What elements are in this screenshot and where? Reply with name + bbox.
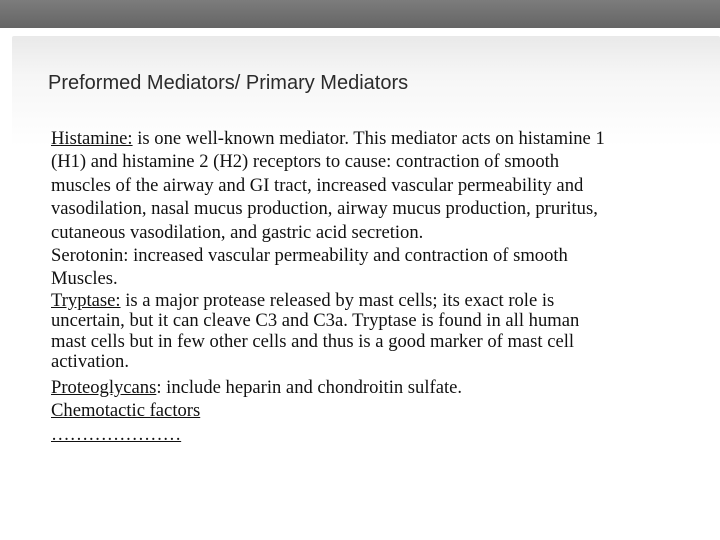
proteoglycans-line: Proteoglycans: include heparin and chondroitin sulfate. <box>51 376 463 398</box>
serotonin-line-2: Muscles. <box>51 268 118 290</box>
slide-title: Preformed Mediators/ Primary Mediators <box>48 72 409 94</box>
top-bar <box>0 0 720 28</box>
histamine-line-1: Histamine: is one well-known mediator. This mediator acts on histamine 1 <box>51 128 605 149</box>
proteoglycans-term: Proteoglycans <box>51 376 157 398</box>
histamine-term: Histamine: <box>51 128 133 149</box>
tryptase-line-4: activation. <box>51 351 129 373</box>
dots-line <box>51 423 691 446</box>
slide-body <box>51 127 691 446</box>
histamine-line-3: muscles of the airway and GI tract, increased vascular permeability and <box>51 174 584 196</box>
histamine-line-4: vasodilation, nasal mucus production, airway mucus production, pruritus, <box>51 198 598 220</box>
tryptase-line-2: uncertain, but it can cleave C3 and C3a. Tryptase is found in all human <box>51 310 580 332</box>
tryptase-line-3: mast cells but in few other cells and thus is a good marker of mast cell <box>51 330 575 352</box>
serotonin-line-1: Serotonin: increased vascular permeability and contraction of smooth <box>51 245 568 267</box>
chemotactic-line <box>51 399 691 422</box>
chemotactic-term: Chemotactic factors <box>51 400 201 422</box>
tryptase-line-1: Tryptase: is a major protease released by mast cells; its exact role is <box>51 289 555 311</box>
histamine-line-2: (H1) and histamine 2 (H2) receptors to cause: contraction of smooth <box>51 151 560 173</box>
histamine-line-5: cutaneous vasodilation, and gastric acid secretion. <box>51 221 424 243</box>
dots: ………………… <box>51 423 182 445</box>
tryptase-term: Tryptase: <box>51 289 121 311</box>
